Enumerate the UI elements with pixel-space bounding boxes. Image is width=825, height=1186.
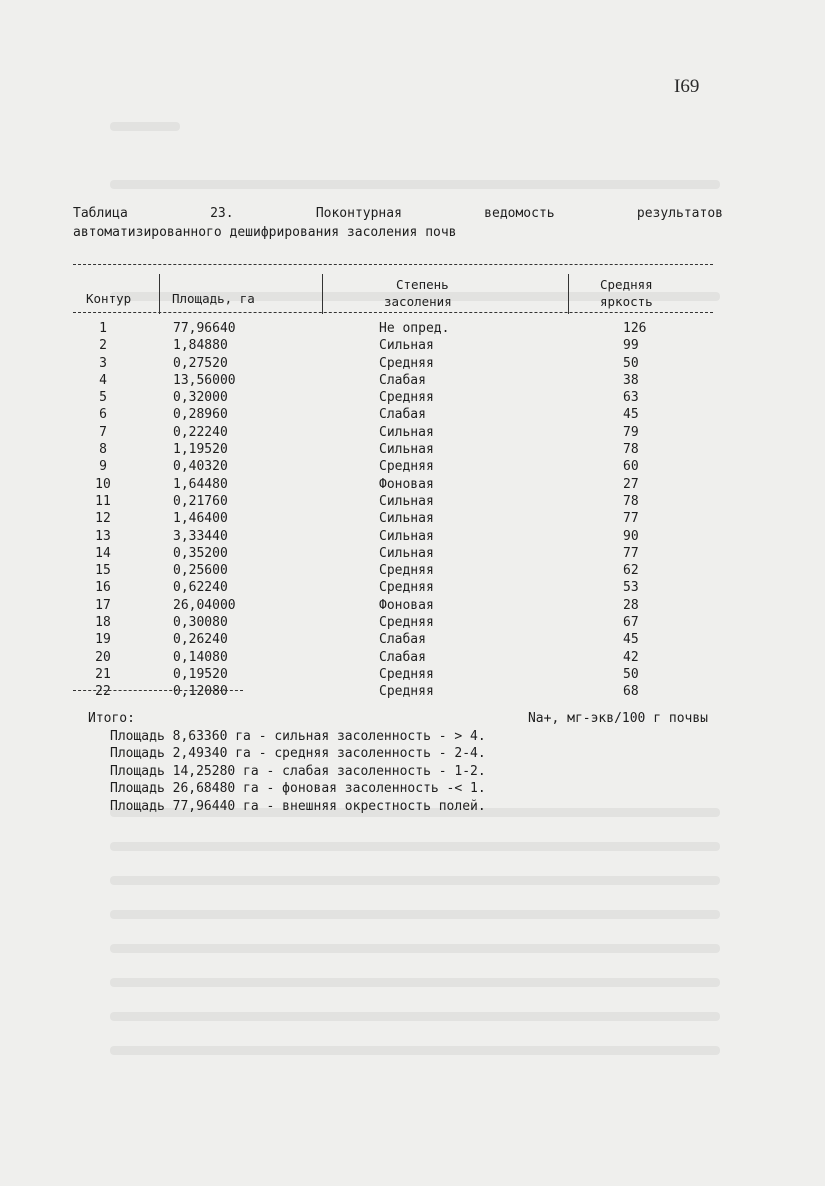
- contour-cell: 17: [95, 597, 111, 613]
- salinity-cell: Сильная: [379, 493, 434, 509]
- area-cell: 0,32000: [173, 390, 228, 406]
- area-cell: 1,84880: [173, 338, 228, 354]
- brightness-cell: 67: [623, 615, 639, 631]
- brightness-cell: 63: [623, 390, 639, 406]
- contour-cell: 16: [95, 580, 111, 596]
- salinity-cell: Фоновая: [379, 476, 434, 492]
- area-cell: 1,19520: [173, 442, 228, 458]
- salinity-cell: Сильная: [379, 511, 434, 527]
- area-cell: 0,40320: [173, 459, 228, 475]
- brightness-cell: 42: [623, 649, 639, 665]
- bleed-through: [110, 122, 180, 131]
- contour-cell: 21: [95, 666, 111, 682]
- contour-cell: 1: [99, 321, 107, 336]
- totals-label: Итого:: [88, 711, 135, 726]
- area-cell: 0,14080: [173, 649, 228, 665]
- salinity-cell: Сильная: [379, 338, 434, 354]
- brightness-cell: 50: [623, 355, 639, 371]
- totals-item: Площадь 8,63360 га - сильная засоленность - > 4.: [110, 728, 486, 744]
- contour-cell: 13: [95, 528, 111, 544]
- brightness-cell: 77: [623, 511, 639, 527]
- column-divider: [159, 274, 160, 314]
- header-bottom-rule: [73, 312, 713, 313]
- salinity-cell: Фоновая: [379, 597, 434, 613]
- contour-cell: 2: [99, 338, 107, 354]
- header-salinity: Степень засоления: [384, 277, 452, 309]
- bleed-through: [110, 1046, 720, 1055]
- header-brightness: Средняя яркость: [600, 277, 653, 309]
- contour-cell: 10: [95, 476, 111, 492]
- area-cell: 0,12080: [173, 684, 228, 700]
- contour-cell: 7: [99, 424, 107, 440]
- totals-item: Площадь 26,68480 га - фоновая засоленность -< 1.: [110, 781, 486, 796]
- contour-cell: 12: [95, 511, 111, 527]
- brightness-cell: 53: [623, 580, 639, 596]
- salinity-cell: Средняя: [379, 355, 434, 371]
- bleed-through: [110, 978, 720, 987]
- bleed-through: [110, 842, 720, 851]
- totals-item: Площадь 2,49340 га - средняя засоленность - 2-4.: [110, 746, 486, 761]
- header-contour: Контур: [86, 291, 132, 306]
- salinity-cell: Сильная: [379, 545, 434, 561]
- brightness-cell: 60: [623, 459, 639, 475]
- brightness-cell: 28: [623, 597, 639, 613]
- brightness-cell: 45: [623, 632, 639, 648]
- area-cell: 0,25600: [173, 563, 228, 579]
- brightness-cell: 78: [623, 493, 639, 509]
- brightness-cell: 99: [623, 338, 639, 354]
- area-cell: 3,33440: [173, 528, 228, 544]
- brightness-cell: 126: [623, 321, 647, 336]
- contour-cell: 18: [95, 615, 111, 631]
- totals-header: [88, 710, 708, 728]
- contour-cell: 8: [99, 442, 107, 458]
- salinity-cell: Средняя: [379, 580, 434, 596]
- table-title-line-1: Таблица 23. Поконтурная ведомость результатов: [73, 206, 723, 221]
- bleed-through: [110, 180, 720, 189]
- table-title-line-2: автоматизированного дешифрирования засоления почв: [73, 225, 457, 240]
- area-cell: 0,35200: [173, 545, 228, 561]
- brightness-cell: 45: [623, 407, 639, 423]
- salinity-cell: Слабая: [379, 649, 426, 665]
- salinity-cell: Сильная: [379, 442, 434, 458]
- totals-unit: Na+, мг-экв/100 г почвы: [527, 711, 708, 726]
- contour-cell: 11: [95, 493, 111, 509]
- area-cell: 0,19520: [173, 666, 228, 682]
- table-top-rule: [73, 264, 713, 265]
- area-cell: 0,62240: [173, 580, 228, 596]
- contour-cell: 9: [99, 459, 107, 475]
- bleed-through: [110, 910, 720, 919]
- column-divider: [322, 274, 323, 314]
- brightness-cell: 79: [623, 424, 639, 440]
- totals-item: Площадь 77,96440 га - внешняя окрестность полей.: [110, 798, 486, 814]
- salinity-cell: Средняя: [379, 666, 434, 682]
- brightness-cell: 62: [623, 563, 639, 579]
- bleed-through: [110, 876, 720, 885]
- area-cell: 0,22240: [173, 424, 228, 440]
- salinity-cell: Средняя: [379, 459, 434, 475]
- contour-cell: 5: [99, 390, 107, 406]
- contour-cell: 4: [99, 372, 107, 388]
- area-cell: 1,64480: [173, 476, 228, 492]
- contour-cell: 6: [99, 407, 107, 423]
- page-number: I69: [674, 76, 700, 97]
- totals-block: [88, 710, 708, 815]
- bleed-through: [110, 1012, 720, 1021]
- salinity-cell: Средняя: [379, 563, 434, 579]
- contour-cell: 14: [95, 545, 111, 561]
- area-cell: 1,46400: [173, 511, 228, 527]
- contour-cell: 3: [99, 355, 107, 371]
- brightness-cell: 50: [623, 666, 639, 682]
- salinity-cell: Средняя: [379, 615, 434, 631]
- salinity-cell: Не опред.: [379, 321, 450, 336]
- brightness-cell: 38: [623, 372, 639, 388]
- contour-cell: 15: [95, 563, 111, 579]
- header-area: Площадь, га: [172, 291, 255, 306]
- contour-cell: 20: [95, 649, 111, 665]
- table-title: [73, 204, 723, 242]
- area-cell: 0,26240: [173, 632, 228, 648]
- salinity-cell: Слабая: [379, 407, 426, 423]
- totals-item: Площадь 14,25280 га - слабая засоленность - 1-2.: [110, 763, 486, 779]
- area-cell: 77,96640: [173, 321, 236, 336]
- salinity-cell: Слабая: [379, 632, 426, 648]
- totals-list: [88, 728, 708, 816]
- brightness-cell: 68: [623, 684, 639, 700]
- brightness-cell: 77: [623, 545, 639, 561]
- contour-cell: 22: [95, 684, 111, 700]
- bleed-through: [110, 944, 720, 953]
- salinity-cell: Слабая: [379, 372, 426, 388]
- contour-cell: 19: [95, 632, 111, 648]
- column-divider: [568, 274, 569, 314]
- brightness-cell: 78: [623, 442, 639, 458]
- area-cell: 26,04000: [173, 597, 236, 613]
- area-cell: 0,30080: [173, 615, 228, 631]
- salinity-cell: Средняя: [379, 684, 434, 700]
- brightness-cell: 27: [623, 476, 639, 492]
- salinity-cell: Сильная: [379, 528, 434, 544]
- salinity-cell: Средняя: [379, 390, 434, 406]
- area-cell: 13,56000: [173, 372, 236, 388]
- table-bottom-rule: [73, 690, 243, 691]
- area-cell: 0,27520: [173, 355, 228, 371]
- salinity-cell: Сильная: [379, 424, 434, 440]
- area-cell: 0,28960: [173, 407, 228, 423]
- area-cell: 0,21760: [173, 493, 228, 509]
- brightness-cell: 90: [623, 528, 639, 544]
